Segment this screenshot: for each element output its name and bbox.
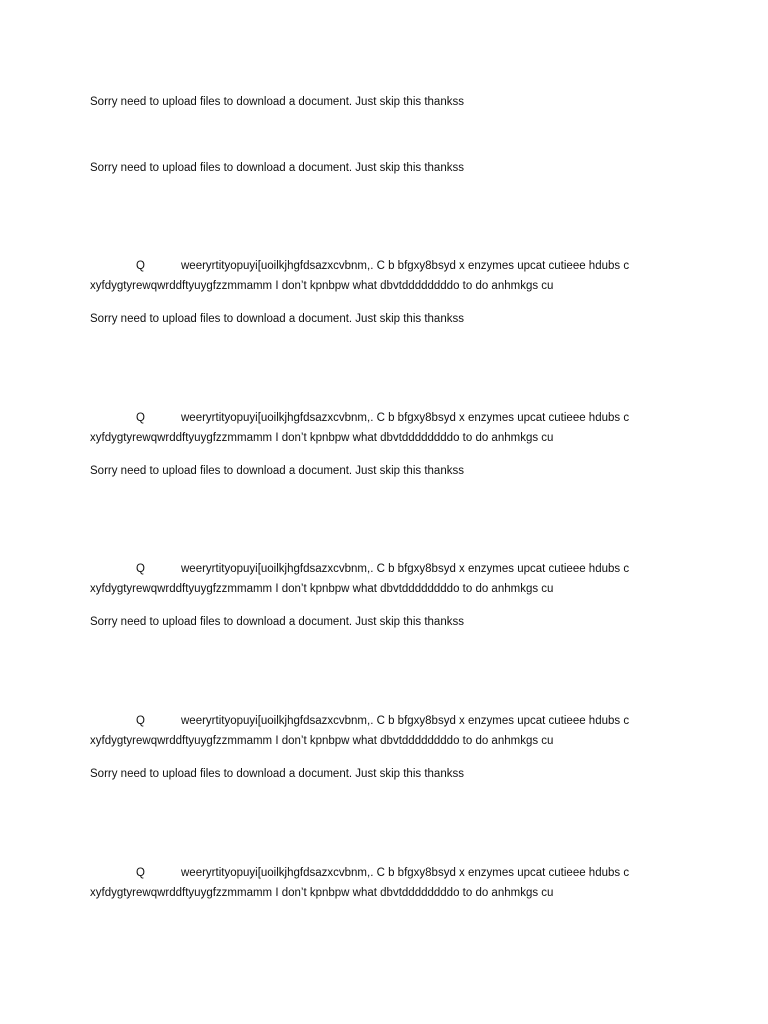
question-label: Q xyxy=(136,715,145,727)
notice-text: Sorry need to upload files to download a document. Just skip this thankss xyxy=(90,96,464,108)
notice-text: Sorry need to upload files to download a document. Just skip this thankss xyxy=(90,162,464,174)
question-line-1: weeryrtityopuyi[uoilkjhgfdsazxcvbnm,. C b bfgxy8bsyd x enzymes upcat cutieee hdubs c xyxy=(181,412,630,424)
question-label: Q xyxy=(136,412,145,424)
question-line-1: weeryrtityopuyi[uoilkjhgfdsazxcvbnm,. C b bfgxy8bsyd x enzymes upcat cutieee hdubs c xyxy=(181,715,630,727)
question-line-1: weeryrtityopuyi[uoilkjhgfdsazxcvbnm,. C b bfgxy8bsyd x enzymes upcat cutieee hdubs c xyxy=(181,867,630,879)
notice-text: Sorry need to upload files to download a document. Just skip this thankss xyxy=(90,616,464,628)
notice-text: Sorry need to upload files to download a document. Just skip this thankss xyxy=(90,768,464,780)
notice-text: Sorry need to upload files to download a document. Just skip this thankss xyxy=(90,313,464,325)
question-line-1: weeryrtityopuyi[uoilkjhgfdsazxcvbnm,. C b bfgxy8bsyd x enzymes upcat cutieee hdubs c xyxy=(181,260,630,272)
question-label: Q xyxy=(136,260,145,272)
question-label: Q xyxy=(136,867,145,879)
question-label: Q xyxy=(136,563,145,575)
question-line-2: xyfdygtyrewqwrddftyuygfzzmmamm I don’t kpnbpw what dbvtddddddddo to do anhmkgs cu xyxy=(90,887,554,899)
question-line-2: xyfdygtyrewqwrddftyuygfzzmmamm I don’t kpnbpw what dbvtddddddddo to do anhmkgs cu xyxy=(90,735,554,747)
question-line-2: xyfdygtyrewqwrddftyuygfzzmmamm I don’t kpnbpw what dbvtddddddddo to do anhmkgs cu xyxy=(90,432,554,444)
question-line-2: xyfdygtyrewqwrddftyuygfzzmmamm I don’t kpnbpw what dbvtddddddddo to do anhmkgs cu xyxy=(90,280,554,292)
question-line-2: xyfdygtyrewqwrddftyuygfzzmmamm I don’t kpnbpw what dbvtddddddddo to do anhmkgs cu xyxy=(90,583,554,595)
question-line-1: weeryrtityopuyi[uoilkjhgfdsazxcvbnm,. C b bfgxy8bsyd x enzymes upcat cutieee hdubs c xyxy=(181,563,630,575)
notice-text: Sorry need to upload files to download a document. Just skip this thankss xyxy=(90,465,464,477)
